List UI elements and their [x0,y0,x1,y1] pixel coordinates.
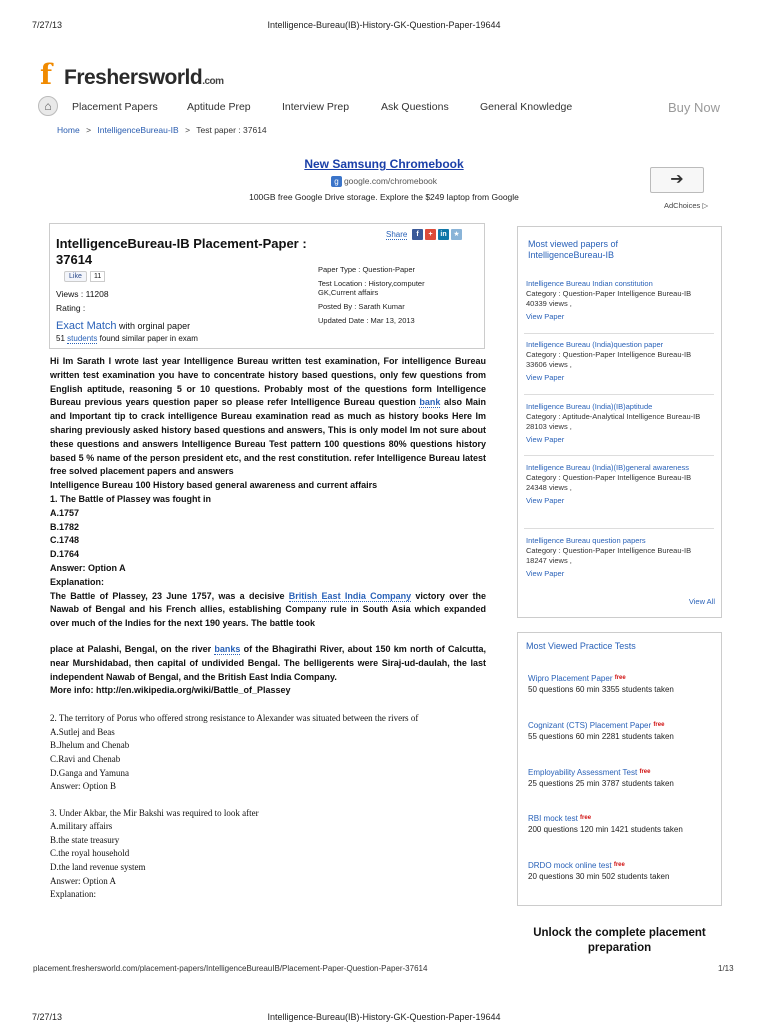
breadcrumb [57,125,267,135]
free-badge: free [639,769,651,775]
breadcrumb-sep: > [185,125,191,135]
paper-views: 33606 views , [526,360,572,369]
nav-interview-prep[interactable]: Interview Prep [282,101,350,113]
paper-list-item [526,536,716,579]
paper-title: IntelligenceBureau-IB Placement-Paper : 37614 [56,236,307,267]
practice-tests-box [517,632,722,906]
q2-option: A.Sutlej and Beas [50,726,115,737]
q3-option: D.the land revenue system [50,862,146,873]
banks-link[interactable]: banks [214,643,241,654]
print-footer-url: placement.freshersworld.com/placement-papers/IntelligenceBureauIB/Placement-Paper-Question-Paper-37614 [33,964,428,973]
paper-list-item [526,340,716,383]
rating: Rating : [56,303,86,313]
q1-explanation-label: Explanation: [50,576,105,587]
paper-list-item [526,402,716,445]
nav-general-knowledge[interactable]: General Knowledge [480,101,573,113]
breadcrumb-sep: > [86,125,92,135]
q3-option: A.military affairs [50,821,113,832]
practice-test-details: 50 questions 60 min 3355 students taken [528,685,674,694]
breadcrumb-home[interactable]: Home [57,125,80,135]
print-title: Intelligence-Bureau(IB)-History-GK-Question-Paper-19644 [267,1012,501,1022]
free-badge: free [614,675,626,681]
paper-category: Category : Question-Paper Intelligence Bureau-IB [526,473,692,482]
bank-link[interactable]: bank [419,397,441,408]
paper-list-item [526,463,716,506]
paper-title-link[interactable]: Intelligence Bureau question papers [526,536,646,545]
q1-answer: Answer: Option A [50,562,126,573]
ad-title-link[interactable]: New Samsung Chromebook [304,157,464,171]
q1-explanation-cont: place at Palashi, Bengal, on the river banks of the Bhagirathi River, about 150 km north of Calcutta, near Murshidabad, then capital of undivided Bengal. The belligerents were Siraj-ud-daulah, the last independent Nawab of Bengal, and the British East India Company. [50,643,486,682]
view-paper-link[interactable]: View Paper [526,435,565,444]
freshersworld-logo[interactable] [40,58,224,94]
breadcrumb-current: Test paper : 37614 [196,125,267,135]
paper-title-link[interactable]: Intelligence Bureau (India)(IB)aptitude [526,402,653,411]
paper-list-item [526,279,716,322]
print-date: 7/27/13 [32,20,63,30]
q3-option: B.the state treasury [50,834,120,845]
view-paper-link[interactable]: View Paper [526,373,565,382]
q2-option: D.Ganga and Yamuna [50,767,129,778]
q2-answer: Answer: Option B [50,781,116,792]
nav-aptitude-prep[interactable]: Aptitude Prep [187,101,251,113]
print-title: Intelligence-Bureau(IB)-History-GK-Question-Paper-19644 [267,20,501,30]
practice-test-link[interactable]: Wipro Placement Paper [528,674,613,683]
practice-test-details: 25 questions 25 min 3787 students taken [528,779,674,788]
exact-match-link[interactable]: Exact Match [56,320,117,332]
paper-category: Category : Question-Paper Intelligence Bureau-IB [526,289,692,298]
paper-views: 18247 views , [526,556,572,565]
q2-option: C.Ravi and Chenab [50,753,121,764]
google-plus-icon[interactable]: + [425,229,436,240]
divider [524,394,714,395]
practice-test-details: 55 questions 60 min 2281 students taken [528,732,674,741]
paper-title-link[interactable]: Intelligence Bureau Indian constitution [526,279,653,288]
similar-paper-note: 51 students found similar paper in exam [56,334,198,343]
view-paper-link[interactable]: View Paper [526,569,565,578]
q3-explanation-label: Explanation: [50,889,96,900]
ad-arrow-button[interactable] [650,167,704,193]
main-nav [36,96,736,120]
posted-by: Posted By : Sarath Kumar [318,302,405,311]
paper-info-box [49,223,485,349]
divider [524,528,714,529]
unlock-banner[interactable]: Unlock the complete placement preparation [533,927,706,954]
view-all-link[interactable]: View All [688,597,715,606]
q1-option: D.1764 [50,549,80,560]
q2-option: B.Jhelum and Chenab [50,740,130,751]
q3-answer: Answer: Option A [50,875,116,886]
divider [524,455,714,456]
practice-test-link[interactable]: DRDO mock online test [528,861,612,870]
facebook-icon[interactable]: f [412,229,423,240]
adchoices-icon: ▷ [702,201,709,210]
ad-url[interactable]: g google.com/chromebook [0,176,768,187]
q1-option: C.1748 [50,535,80,546]
question-1: 1. The Battle of Plassey was fought in [50,493,212,504]
q3-option: C.the royal household [50,848,130,859]
breadcrumb-company[interactable]: IntelligenceBureau-IB [97,125,179,135]
divider [524,333,714,334]
buy-now-button[interactable]: Buy Now [667,100,720,115]
views-count: Views : 11208 [56,289,109,299]
practice-test-item [528,720,674,742]
intro-paragraph: Hi Im Sarath I wrote last year Intelligence Bureau written test examination, For intelligence Bureau written test examination you have to concentrate history based questions, only few questions from English aptitude, reasoning 5 or 10 questions. Probably most of the questions form Intelligence Bureau previous years question paper so please refer Intelligence Bureau question bank also Main and Important tip to crack intelligence Bureau examination read as much as history books Here Im sharing previously asked history based questions and answers, This is only model Im not sure about these questions and answers Intelligence Bureau Test pattern 100 questions 80% questions history based 5 % name of the person president etc, and the rest constitution. refer Intelligence Bureau latest free solved placement papers and answers [50,356,486,477]
adchoices-link[interactable]: AdChoices ▷ [664,201,709,210]
article-subtitle: Intelligence Bureau 100 History based general awareness and current affairs [50,480,378,491]
print-page-number: 1/13 [718,964,734,973]
most-viewed-papers-box [517,226,722,618]
view-paper-link[interactable]: View Paper [526,312,565,321]
share-link[interactable]: Share [386,230,408,239]
q1-option: A.1757 [50,507,80,518]
arrow-right-icon: ➔ [670,171,684,188]
q1-more-info: More info: http://en.wikipedia.org/wiki/Battle_of_Plassey [50,685,291,696]
paper-views: 40339 views , [526,299,572,308]
logo-text: Freshersworld.com [64,66,224,89]
exact-match: Exact Match with orginal paper [56,320,191,332]
paper-category: Category : Question-Paper Intelligence Bureau-IB [526,546,692,555]
british-east-india-link[interactable]: British East India Company [288,590,412,601]
practice-test-item [528,767,674,789]
like-count: 11 [90,271,105,282]
updated-date: Updated Date : Mar 13, 2013 [318,316,415,325]
nav-placement-papers[interactable]: Placement Papers [72,101,158,113]
logo-mark: f [40,58,53,91]
practice-test-link[interactable]: Cognizant (CTS) Placement Paper [528,721,652,730]
question-3: 3. Under Akbar, the Mir Bakshi was required to look after [50,807,259,818]
home-icon[interactable]: ⌂ [38,96,58,116]
free-badge: free [613,862,625,868]
practice-test-link[interactable]: Employability Assessment Test [528,768,638,777]
linkedin-icon[interactable]: in [438,229,449,240]
view-paper-link[interactable]: View Paper [526,496,565,505]
q1-explanation: The Battle of Plassey, 23 June 1757, was a decisive British East India Company victory over the Nawab of Bengal and his French allies, establishing Company rule in South Asia which expanded over much of the Indies for the next 190 years. The battle took [50,590,487,629]
practice-test-details: 20 questions 30 min 502 students taken [528,872,670,881]
test-location: Test Location : History,computer GK,Current affairs [318,279,425,297]
free-badge: free [580,815,592,821]
most-viewed-heading: Most viewed papers of IntelligenceBureau-IB [528,239,619,260]
paper-views: 28103 views , [526,422,572,431]
paper-title-link[interactable]: Intelligence Bureau (India)(IB)general awareness [526,463,690,472]
practice-test-link[interactable]: RBI mock test [528,814,578,823]
free-badge: free [653,722,665,728]
ad-description: 100GB free Google Drive storage. Explore the $249 laptop from Google [249,192,519,202]
practice-heading: Most Viewed Practice Tests [526,641,636,651]
paper-type: Paper Type : Question-Paper [318,265,416,274]
nav-ask-questions[interactable]: Ask Questions [381,101,449,113]
print-date: 7/27/13 [32,1012,63,1022]
practice-test-item [528,813,683,835]
practice-test-details: 200 questions 120 min 1421 students taken [528,825,683,834]
students-link[interactable]: students [67,334,98,343]
google-icon: g [331,176,342,187]
paper-category: Category : Aptitude-Analytical Intelligence Bureau-IB [526,412,701,421]
paper-category: Category : Question-Paper Intelligence Bureau-IB [526,350,692,359]
paper-views: 24348 views , [526,483,572,492]
q1-option: B.1782 [50,521,80,532]
practice-test-item [528,860,669,882]
paper-title-link[interactable]: Intelligence Bureau (India)question paper [526,340,664,349]
article-body [50,355,486,902]
question-2-block [50,712,486,902]
like-button[interactable]: Like [64,271,87,282]
share-more-icon[interactable]: ★ [451,229,462,240]
practice-test-item [528,673,674,695]
question-2: 2. The territory of Porus who offered strong resistance to Alexander was situated between the rivers of [50,713,419,724]
